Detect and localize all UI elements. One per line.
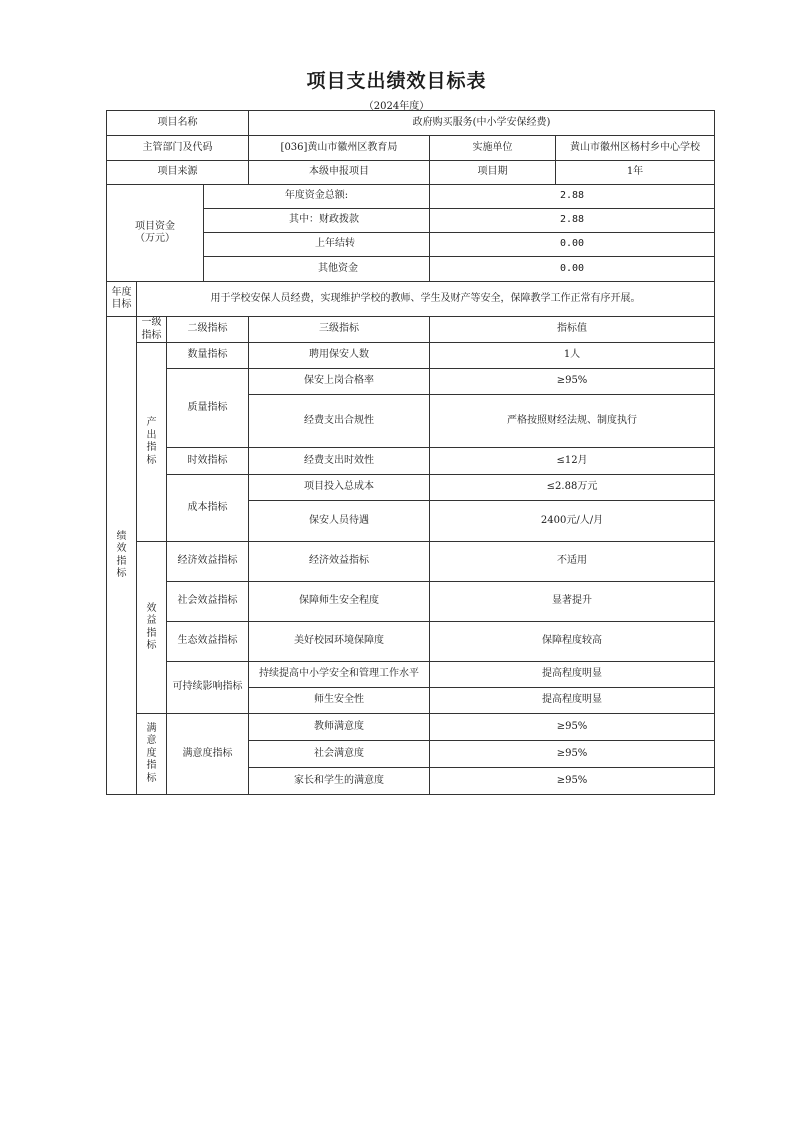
indicator-name: 教师满意度 xyxy=(249,714,430,741)
indicator-row xyxy=(107,343,715,369)
indicator-name: 师生安全性 xyxy=(249,688,430,714)
annual-goal-text: 用于学校安保人员经费，实现维护学校的教师、学生及财产等安全，保障教学工作正常有序开展。 xyxy=(137,282,715,317)
indicator-value: ≥95% xyxy=(430,369,715,395)
performance-indicators-label: 绩效指标 xyxy=(107,317,137,795)
funds-total-label: 年度资金总额: xyxy=(204,185,430,209)
indicator-row xyxy=(107,369,715,395)
indicator-value: 提高程度明显 xyxy=(430,662,715,688)
funds-other-value: 0.00 xyxy=(430,257,715,282)
indicator-name: 保安人员待遇 xyxy=(249,501,430,542)
indicator-row xyxy=(107,542,715,582)
indicator-value: 不适用 xyxy=(430,542,715,582)
indicator-value: 1人 xyxy=(430,343,715,369)
indicator-row xyxy=(107,662,715,688)
indicator-value: 提高程度明显 xyxy=(430,688,715,714)
indicator-value: 严格按照财经法规、制度执行 xyxy=(430,395,715,448)
project-name-label: 项目名称 xyxy=(107,111,249,136)
indicator-row xyxy=(107,475,715,501)
social-indicator-label: 社会效益指标 xyxy=(167,582,249,622)
indicator-name: 项目投入总成本 xyxy=(249,475,430,501)
indicator-name: 社会满意度 xyxy=(249,741,430,768)
project-source-value: 本级申报项目 xyxy=(249,161,430,185)
economic-indicator-label: 经济效益指标 xyxy=(167,542,249,582)
funds-fiscal-label: 其中：财政拨款 xyxy=(204,209,430,233)
indicator-name: 经济效益指标 xyxy=(249,542,430,582)
header-value: 指标值 xyxy=(430,317,715,343)
project-period-label: 项目期 xyxy=(430,161,556,185)
funds-carryover-label: 上年结转 xyxy=(204,233,430,257)
implementing-unit-value: 黄山市徽州区杨村乡中心学校 xyxy=(556,136,715,161)
annual-goal-label: 年度目标 xyxy=(107,282,137,317)
indicator-name: 聘用保安人数 xyxy=(249,343,430,369)
cost-indicator-label: 成本指标 xyxy=(167,475,249,542)
indicator-value: ≤2.88万元 xyxy=(430,475,715,501)
indicator-value: 显著提升 xyxy=(430,582,715,622)
header-level1: 一级指标 xyxy=(137,317,167,343)
funds-fiscal-value: 2.88 xyxy=(430,209,715,233)
indicator-name: 保安上岗合格率 xyxy=(249,369,430,395)
header-level2: 二级指标 xyxy=(167,317,249,343)
header-level3: 三级指标 xyxy=(249,317,430,343)
output-indicators-label: 产出指标 xyxy=(137,343,167,542)
indicator-value: ≤12月 xyxy=(430,448,715,475)
indicator-name: 经费支出合规性 xyxy=(249,395,430,448)
timeliness-indicator-label: 时效指标 xyxy=(167,448,249,475)
indicator-name: 经费支出时效性 xyxy=(249,448,430,475)
department-label: 主管部门及代码 xyxy=(107,136,249,161)
indicator-name: 持续提高中小学安全和管理工作水平 xyxy=(249,662,430,688)
indicator-name: 美好校园环境保障度 xyxy=(249,622,430,662)
indicator-row xyxy=(107,622,715,662)
funds-label-line1: 项目资金 xyxy=(135,220,175,232)
quality-indicator-label: 质量指标 xyxy=(167,369,249,448)
indicator-value: 2400元/人/月 xyxy=(430,501,715,542)
project-source-label: 项目来源 xyxy=(107,161,249,185)
funds-total-value: 2.88 xyxy=(430,185,715,209)
ecological-indicator-label: 生态效益指标 xyxy=(167,622,249,662)
indicator-value: ≥95% xyxy=(430,714,715,741)
performance-target-table xyxy=(106,110,715,795)
funds-carryover-value: 0.00 xyxy=(430,233,715,257)
indicator-value: ≥95% xyxy=(430,741,715,768)
satisfaction-indicator-label: 满意度指标 xyxy=(167,714,249,795)
sustainable-indicator-label: 可持续影响指标 xyxy=(167,662,249,714)
project-period-value: 1年 xyxy=(556,161,715,185)
indicator-name: 保障师生安全程度 xyxy=(249,582,430,622)
project-name-row xyxy=(107,111,715,136)
indicator-name: 家长和学生的满意度 xyxy=(249,768,430,795)
indicator-row xyxy=(107,714,715,741)
quantity-indicator-label: 数量指标 xyxy=(167,343,249,369)
funds-other-label: 其他资金 xyxy=(204,257,430,282)
department-value: [036]黄山市徽州区教育局 xyxy=(249,136,430,161)
indicator-value: ≥95% xyxy=(430,768,715,795)
page-title: 项目支出绩效目标表 xyxy=(306,70,487,92)
funds-label-line2: （万元） xyxy=(135,233,175,244)
annual-goal-row xyxy=(107,282,715,317)
indicator-value: 保障程度较高 xyxy=(430,622,715,662)
implementing-unit-label: 实施单位 xyxy=(430,136,556,161)
indicator-row xyxy=(107,448,715,475)
project-funds-label xyxy=(107,185,204,282)
funds-row xyxy=(107,185,715,209)
satisfaction-indicators-label: 满意度指标 xyxy=(137,714,167,795)
source-row xyxy=(107,161,715,185)
benefit-indicators-label: 效益指标 xyxy=(137,542,167,714)
indicator-header-row xyxy=(107,317,715,343)
project-name-value: 政府购买服务(中小学安保经费) xyxy=(249,111,715,136)
indicator-row xyxy=(107,582,715,622)
department-row xyxy=(107,136,715,161)
fiscal-year: （2024年度） xyxy=(363,101,430,112)
